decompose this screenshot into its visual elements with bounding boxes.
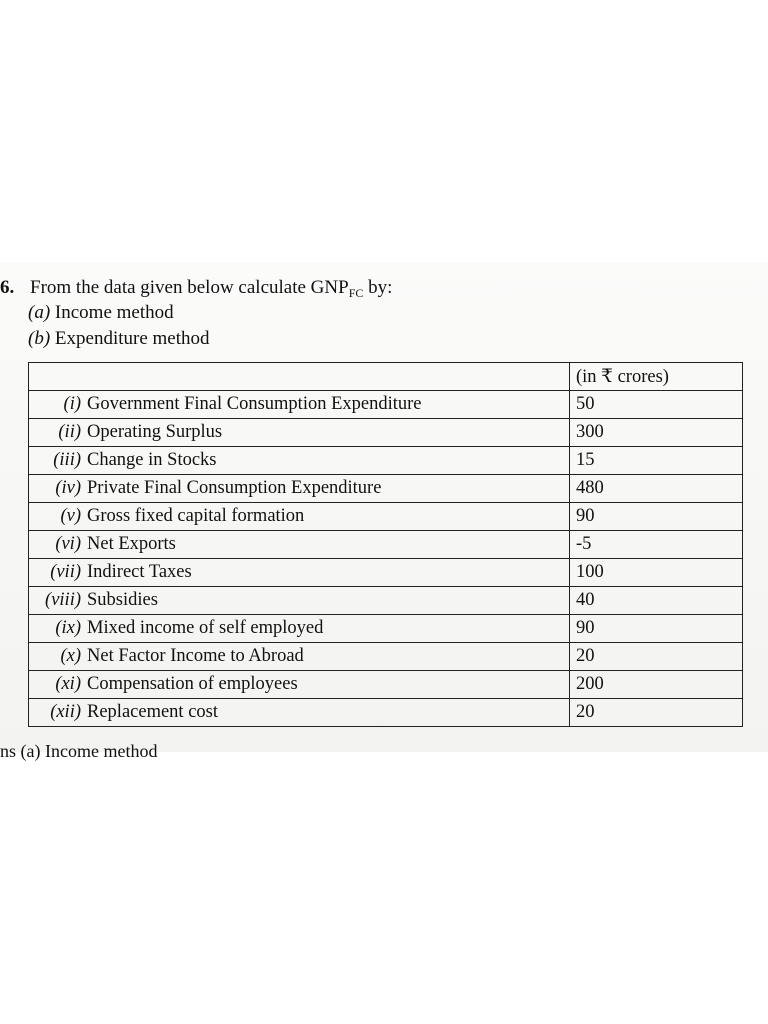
item-label: Replacement cost	[87, 702, 218, 722]
item-value: 90	[570, 503, 743, 531]
item-cell	[29, 447, 570, 475]
table-row	[29, 559, 743, 587]
item-roman-numeral: (viii)	[45, 590, 81, 610]
item-value: 20	[570, 699, 743, 727]
item-value: 90	[570, 615, 743, 643]
item-label: Gross fixed capital formation	[87, 506, 305, 526]
table-row	[29, 475, 743, 503]
table-header-row	[29, 363, 743, 391]
table-row	[29, 587, 743, 615]
item-cell	[29, 643, 570, 671]
table-row	[29, 699, 743, 727]
item-value: 15	[570, 447, 743, 475]
item-label: Compensation of employees	[87, 674, 298, 694]
item-label: Government Final Consumption Expenditure	[87, 394, 422, 414]
question-stem-subscript: FC	[348, 286, 364, 300]
item-cell	[29, 671, 570, 699]
item-value: 300	[570, 419, 743, 447]
item-roman-numeral: (vi)	[55, 534, 81, 554]
item-label: Indirect Taxes	[87, 562, 192, 582]
item-cell	[29, 699, 570, 727]
item-label: Operating Surplus	[87, 422, 223, 442]
item-cell	[29, 531, 570, 559]
item-label: Subsidies	[87, 590, 158, 610]
table-row	[29, 671, 743, 699]
item-cell	[29, 587, 570, 615]
item-label: Mixed income of self employed	[87, 618, 324, 638]
item-label: Net Factor Income to Abroad	[87, 646, 304, 666]
question-stem	[30, 276, 392, 305]
item-value: 480	[570, 475, 743, 503]
item-value: 50	[570, 391, 743, 419]
table-row	[29, 643, 743, 671]
option-a-text: Income method	[50, 302, 174, 323]
option-a-marker: (a)	[28, 302, 51, 323]
table-row	[29, 419, 743, 447]
item-roman-numeral: (iii)	[53, 450, 81, 470]
option-b	[28, 328, 210, 350]
item-roman-numeral: (iv)	[55, 478, 81, 498]
table-row	[29, 503, 743, 531]
item-roman-numeral: (vii)	[50, 562, 81, 582]
item-cell	[29, 559, 570, 587]
item-cell	[29, 503, 570, 531]
cutoff-answer-line: ns (a) Income method	[0, 741, 158, 761]
unit-header: (in ₹ crores)	[570, 363, 743, 391]
table-row	[29, 531, 743, 559]
question-stem-end: by:	[363, 277, 393, 298]
header-item-cell	[29, 363, 570, 391]
item-roman-numeral: (v)	[60, 506, 81, 526]
item-roman-numeral: (xii)	[50, 702, 81, 722]
item-label: Private Final Consumption Expenditure	[87, 478, 382, 498]
item-value: 20	[570, 643, 743, 671]
item-value: -5	[570, 531, 743, 559]
item-cell	[29, 475, 570, 503]
item-roman-numeral: (xi)	[55, 674, 81, 694]
item-value: 100	[570, 559, 743, 587]
item-cell	[29, 391, 570, 419]
item-roman-numeral: (x)	[60, 646, 81, 666]
item-value: 40	[570, 587, 743, 615]
item-roman-numeral: (ix)	[55, 618, 81, 638]
item-label: Change in Stocks	[87, 450, 217, 470]
option-b-marker: (b)	[28, 328, 51, 349]
item-label: Net Exports	[87, 534, 176, 554]
table-row	[29, 447, 743, 475]
item-cell	[29, 419, 570, 447]
option-b-text: Expenditure method	[50, 328, 210, 349]
option-a	[28, 302, 174, 324]
item-cell	[29, 615, 570, 643]
question-stem-text: From the data given below calculate GNP	[30, 277, 349, 298]
item-value: 200	[570, 671, 743, 699]
data-table	[28, 362, 743, 727]
table-row	[29, 615, 743, 643]
item-roman-numeral: (ii)	[58, 422, 81, 442]
table-row	[29, 391, 743, 419]
question-number: 6.	[0, 277, 15, 298]
item-roman-numeral: (i)	[63, 394, 81, 414]
